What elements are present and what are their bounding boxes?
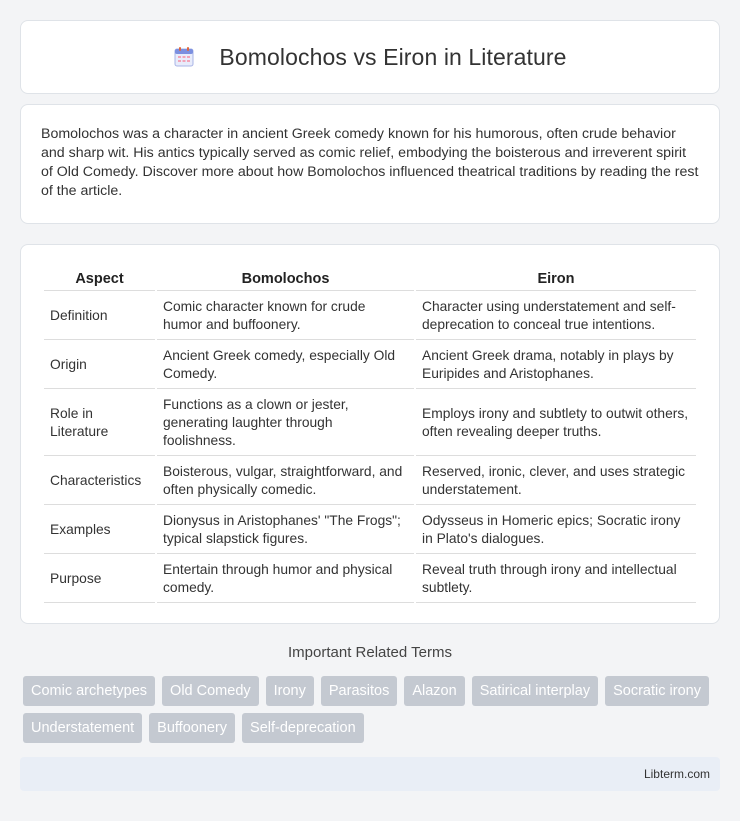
comparison-table [42,265,698,605]
header-card [20,20,720,94]
table-row [44,507,696,554]
cell-aspect: Purpose [44,556,155,603]
tag-irony[interactable]: Irony [266,676,314,706]
page-title: Bomolochos vs Eiron in Literature [219,43,567,70]
comparison-card [20,244,720,624]
intro-text: Bomolochos was a character in ancient Greek comedy known for his humorous, often crude behavior and sharp wit. His antics typically served as comic relief, embodying the boisterous and irreverent spirit of Old Comedy. Discover more about how Bomolochos influenced theatrical traditions by reading the rest of the article. [41,126,699,199]
intro-card [20,104,720,224]
cell-aspect: Definition [44,293,155,340]
table-row [44,293,696,340]
related-tags [23,676,713,743]
footer [20,757,720,791]
table-row [44,342,696,389]
tag-comic-archetypes[interactable]: Comic archetypes [23,676,155,706]
cell-eiron: Ancient Greek drama, notably in plays by Euripides and Aristophanes. [416,342,696,389]
cell-aspect: Characteristics [44,458,155,505]
cell-aspect: Origin [44,342,155,389]
header-aspect: Aspect [44,267,155,291]
tag-buffoonery[interactable]: Buffoonery [149,713,235,743]
calendar-icon [173,46,195,68]
tag-self-deprecation[interactable]: Self-deprecation [242,713,364,743]
table-row [44,556,696,603]
cell-aspect: Examples [44,507,155,554]
related-terms-title: Important Related Terms [288,644,452,661]
cell-bomolochos: Boisterous, vulgar, straightforward, and often physically comedic. [157,458,414,505]
cell-eiron: Character using understatement and self-deprecation to conceal true intentions. [416,293,696,340]
cell-eiron: Employs irony and subtlety to outwit others, often revealing deeper truths. [416,391,696,456]
cell-aspect: Role in Literature [44,391,155,456]
tag-old-comedy[interactable]: Old Comedy [162,676,259,706]
cell-bomolochos: Dionysus in Aristophanes' "The Frogs"; typical slapstick figures. [157,507,414,554]
tag-satirical-interplay[interactable]: Satirical interplay [472,676,598,706]
header-bomolochos: Bomolochos [157,267,414,291]
tag-alazon[interactable]: Alazon [404,676,464,706]
cell-eiron: Reveal truth through irony and intellectual subtlety. [416,556,696,603]
cell-eiron: Reserved, ironic, clever, and uses strategic understatement. [416,458,696,505]
tag-socratic-irony[interactable]: Socratic irony [605,676,709,706]
cell-bomolochos: Functions as a clown or jester, generating laughter through foolishness. [157,391,414,456]
table-header-row [44,267,696,291]
header-eiron: Eiron [416,267,696,291]
tag-parasitos[interactable]: Parasitos [321,676,397,706]
footer-site-link[interactable]: Libterm.com [643,767,710,781]
table-row [44,458,696,505]
tag-understatement[interactable]: Understatement [23,713,142,743]
cell-bomolochos: Comic character known for crude humor and buffoonery. [157,293,414,340]
cell-bomolochos: Ancient Greek comedy, especially Old Comedy. [157,342,414,389]
table-row [44,391,696,456]
cell-eiron: Odysseus in Homeric epics; Socratic irony in Plato's dialogues. [416,507,696,554]
cell-bomolochos: Entertain through humor and physical comedy. [157,556,414,603]
